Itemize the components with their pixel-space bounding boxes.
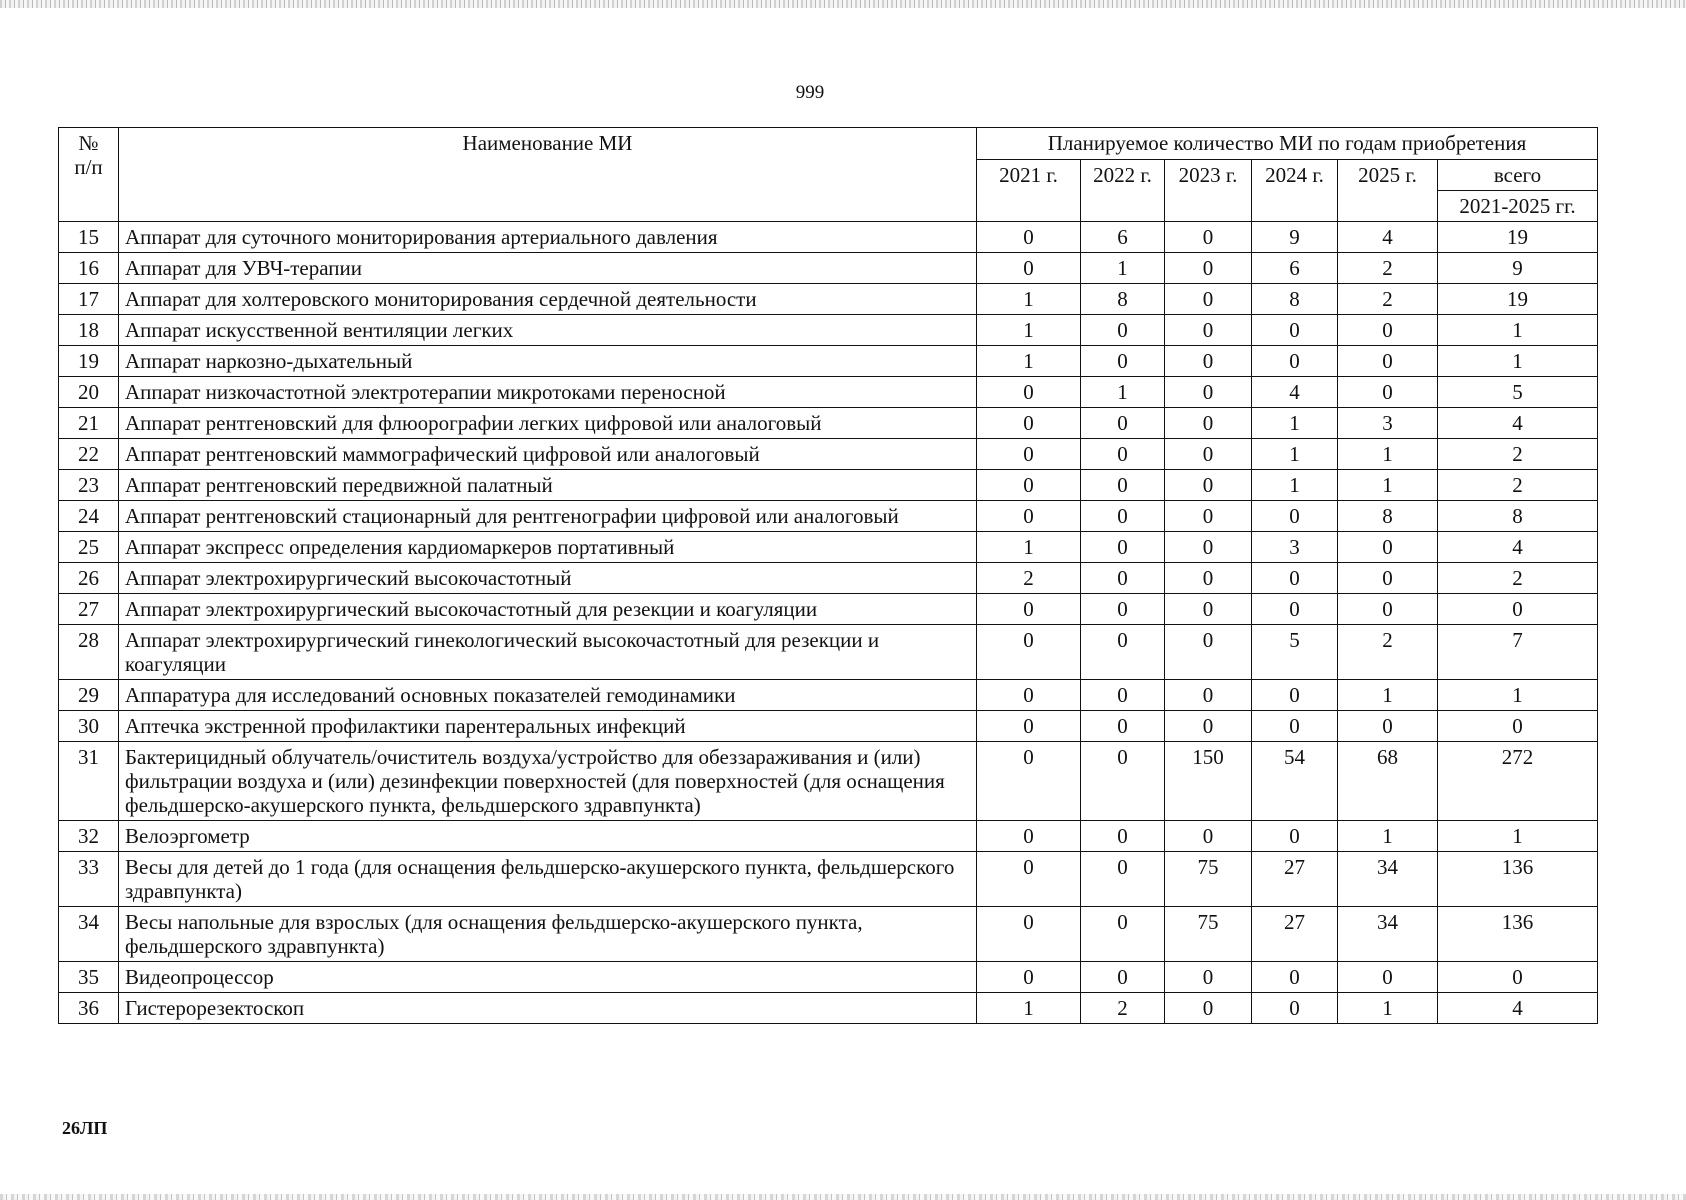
header-group: Планируемое количество МИ по годам приобретения [977,128,1598,160]
value-2021: 0 [977,680,1081,711]
value-2021: 0 [977,742,1081,821]
value-2025: 0 [1338,962,1438,993]
row-name: Аппарат электрохирургический высокочастотный [119,563,977,594]
value-2021: 0 [977,907,1081,962]
value-2024: 0 [1252,993,1338,1024]
row-name: Аппарат электрохирургический гинекологический высокочастотный для резекции и коагуляции [119,625,977,680]
row-number: 27 [59,594,119,625]
table-row [59,470,1598,501]
value-2025: 2 [1338,625,1438,680]
table-row [59,594,1598,625]
value-2024: 1 [1252,470,1338,501]
value-2024: 0 [1252,962,1338,993]
row-number: 18 [59,315,119,346]
value-2022: 0 [1081,346,1165,377]
header-total-line2: 2021-2025 гг. [1438,191,1598,222]
value-2022: 0 [1081,680,1165,711]
value-2021: 0 [977,222,1081,253]
value-2024: 0 [1252,821,1338,852]
value-2025: 3 [1338,408,1438,439]
page-number: 999 [795,82,825,103]
row-name: Аптечка экстренной профилактики парентеральных инфекций [119,711,977,742]
value-2021: 0 [977,501,1081,532]
value-2025: 34 [1338,907,1438,962]
value-2025: 0 [1338,346,1438,377]
value-total: 136 [1438,852,1598,907]
value-2023: 0 [1165,284,1252,315]
value-2024: 8 [1252,284,1338,315]
value-2021: 0 [977,377,1081,408]
table-row [59,563,1598,594]
value-2023: 0 [1165,563,1252,594]
value-total: 4 [1438,408,1598,439]
value-2024: 5 [1252,625,1338,680]
value-2023: 0 [1165,594,1252,625]
value-2023: 150 [1165,742,1252,821]
row-number: 33 [59,852,119,907]
value-2025: 4 [1338,222,1438,253]
value-2022: 0 [1081,852,1165,907]
value-total: 19 [1438,284,1598,315]
value-total: 1 [1438,346,1598,377]
value-2023: 0 [1165,315,1252,346]
value-2024: 0 [1252,680,1338,711]
value-2023: 0 [1165,501,1252,532]
table-row [59,346,1598,377]
table-row [59,962,1598,993]
scan-edge-bottom [0,1194,1686,1200]
value-2025: 0 [1338,315,1438,346]
value-2024: 0 [1252,563,1338,594]
value-total: 4 [1438,993,1598,1024]
value-2025: 1 [1338,821,1438,852]
value-2022: 0 [1081,625,1165,680]
value-total: 136 [1438,907,1598,962]
table-row [59,907,1598,962]
scan-edge-top [0,0,1686,8]
row-name: Аппаратура для исследований основных показателей гемодинамики [119,680,977,711]
row-name: Бактерицидный облучатель/очиститель воздуха/устройство для обеззараживания и (или) фильтрации воздуха и (или) дезинфекции поверхностей (для поверхностей (для оснащения фельдшерско-акушерского пункта, фельдшерского здравпункта) [119,742,977,821]
row-number: 16 [59,253,119,284]
value-2021: 1 [977,284,1081,315]
value-2021: 0 [977,439,1081,470]
table-row [59,315,1598,346]
table-row [59,222,1598,253]
value-2022: 0 [1081,501,1165,532]
value-2022: 0 [1081,907,1165,962]
value-total: 4 [1438,532,1598,563]
table-row [59,377,1598,408]
value-2021: 1 [977,532,1081,563]
row-name: Аппарат для УВЧ-терапии [119,253,977,284]
row-number: 19 [59,346,119,377]
row-number: 31 [59,742,119,821]
value-2022: 0 [1081,439,1165,470]
value-total: 0 [1438,594,1598,625]
value-2021: 1 [977,346,1081,377]
value-2022: 2 [1081,993,1165,1024]
value-2025: 1 [1338,680,1438,711]
value-2021: 0 [977,594,1081,625]
value-2023: 75 [1165,907,1252,962]
header-name: Наименование МИ [119,128,977,222]
value-2024: 1 [1252,408,1338,439]
value-2023: 0 [1165,625,1252,680]
row-number: 22 [59,439,119,470]
value-total: 1 [1438,821,1598,852]
value-total: 2 [1438,470,1598,501]
table-row [59,284,1598,315]
value-2023: 0 [1165,711,1252,742]
value-2023: 0 [1165,377,1252,408]
row-number: 23 [59,470,119,501]
row-number: 26 [59,563,119,594]
header-year-2022: 2022 г. [1081,160,1165,222]
row-number: 34 [59,907,119,962]
value-2025: 0 [1338,711,1438,742]
value-2023: 0 [1165,962,1252,993]
value-2022: 0 [1081,315,1165,346]
value-2021: 0 [977,852,1081,907]
table-body [59,222,1598,1024]
header-number-line2: п/п [74,155,103,179]
footer-code: 26ЛП [62,1118,108,1138]
value-2022: 8 [1081,284,1165,315]
row-number: 21 [59,408,119,439]
value-total: 1 [1438,315,1598,346]
row-number: 15 [59,222,119,253]
table-row [59,742,1598,821]
value-2022: 0 [1081,594,1165,625]
row-number: 20 [59,377,119,408]
value-total: 19 [1438,222,1598,253]
value-2022: 6 [1081,222,1165,253]
value-2025: 0 [1338,594,1438,625]
header-number-line1: № [78,131,99,155]
value-2021: 0 [977,962,1081,993]
value-2025: 2 [1338,284,1438,315]
value-2025: 1 [1338,470,1438,501]
value-2022: 1 [1081,253,1165,284]
value-2023: 0 [1165,439,1252,470]
value-2023: 0 [1165,680,1252,711]
table-row [59,253,1598,284]
value-total: 5 [1438,377,1598,408]
value-2025: 1 [1338,993,1438,1024]
table-row [59,501,1598,532]
row-name: Аппарат наркозно-дыхательный [119,346,977,377]
value-2021: 0 [977,253,1081,284]
row-name: Аппарат электрохирургический высокочастотный для резекции и коагуляции [119,594,977,625]
value-2024: 27 [1252,907,1338,962]
value-2024: 4 [1252,377,1338,408]
value-total: 0 [1438,711,1598,742]
table-row [59,821,1598,852]
table-row [59,439,1598,470]
value-2021: 1 [977,993,1081,1024]
value-2024: 0 [1252,711,1338,742]
value-2021: 0 [977,470,1081,501]
value-2022: 1 [1081,377,1165,408]
row-name: Велоэргометр [119,821,977,852]
value-2022: 0 [1081,821,1165,852]
header-year-2023: 2023 г. [1165,160,1252,222]
value-2024: 27 [1252,852,1338,907]
row-name: Аппарат для суточного мониторирования артериального давления [119,222,977,253]
equipment-table [58,127,1598,1024]
table-row [59,680,1598,711]
row-name: Аппарат рентгеновский стационарный для рентгенографии цифровой или аналоговый [119,501,977,532]
value-total: 1 [1438,680,1598,711]
header-number [59,128,119,222]
row-number: 25 [59,532,119,563]
value-2021: 1 [977,315,1081,346]
value-2023: 75 [1165,852,1252,907]
row-number: 35 [59,962,119,993]
value-2022: 0 [1081,532,1165,563]
table-row [59,711,1598,742]
value-total: 2 [1438,563,1598,594]
row-name: Аппарат рентгеновский передвижной палатный [119,470,977,501]
row-number: 24 [59,501,119,532]
row-name: Видеопроцессор [119,962,977,993]
value-2023: 0 [1165,993,1252,1024]
value-2023: 0 [1165,253,1252,284]
row-name: Аппарат рентгеновский маммографический цифровой или аналоговый [119,439,977,470]
row-number: 29 [59,680,119,711]
row-number: 28 [59,625,119,680]
value-2023: 0 [1165,532,1252,563]
value-2024: 3 [1252,532,1338,563]
value-total: 8 [1438,501,1598,532]
value-2021: 0 [977,821,1081,852]
header-year-2025: 2025 г. [1338,160,1438,222]
value-2021: 0 [977,711,1081,742]
value-2024: 0 [1252,315,1338,346]
value-2022: 0 [1081,962,1165,993]
value-2022: 0 [1081,711,1165,742]
value-total: 2 [1438,439,1598,470]
value-total: 7 [1438,625,1598,680]
value-2024: 0 [1252,501,1338,532]
table-row [59,852,1598,907]
table-row [59,408,1598,439]
value-2024: 1 [1252,439,1338,470]
value-total: 272 [1438,742,1598,821]
value-2023: 0 [1165,470,1252,501]
row-number: 30 [59,711,119,742]
value-2021: 0 [977,408,1081,439]
row-number: 32 [59,821,119,852]
value-2022: 0 [1081,470,1165,501]
table-row [59,532,1598,563]
header-total-line1: всего [1438,160,1598,191]
value-2025: 2 [1338,253,1438,284]
row-number: 17 [59,284,119,315]
value-2023: 0 [1165,821,1252,852]
value-total: 9 [1438,253,1598,284]
value-2024: 54 [1252,742,1338,821]
row-name: Весы напольные для взрослых (для оснащения фельдшерско-акушерского пункта, фельдшерского здравпункта) [119,907,977,962]
value-2025: 68 [1338,742,1438,821]
value-2022: 0 [1081,563,1165,594]
value-2023: 0 [1165,346,1252,377]
value-total: 0 [1438,962,1598,993]
value-2024: 6 [1252,253,1338,284]
row-number: 36 [59,993,119,1024]
value-2023: 0 [1165,222,1252,253]
table-header [59,128,1598,222]
row-name: Аппарат искусственной вентиляции легких [119,315,977,346]
value-2025: 34 [1338,852,1438,907]
value-2024: 0 [1252,594,1338,625]
value-2022: 0 [1081,742,1165,821]
value-2024: 9 [1252,222,1338,253]
row-name: Аппарат низкочастотной электротерапии микротоками переносной [119,377,977,408]
row-name: Аппарат рентгеновский для флюорографии легких цифровой или аналоговый [119,408,977,439]
header-year-2021: 2021 г. [977,160,1081,222]
value-2024: 0 [1252,346,1338,377]
value-2023: 0 [1165,408,1252,439]
value-2021: 2 [977,563,1081,594]
row-name: Весы для детей до 1 года (для оснащения фельдшерско-акушерского пункта, фельдшерского здравпункта) [119,852,977,907]
header-year-2024: 2024 г. [1252,160,1338,222]
value-2022: 0 [1081,408,1165,439]
row-name: Аппарат для холтеровского мониторирования сердечной деятельности [119,284,977,315]
value-2021: 0 [977,625,1081,680]
row-name: Аппарат экспресс определения кардиомаркеров портативный [119,532,977,563]
value-2025: 0 [1338,532,1438,563]
value-2025: 0 [1338,377,1438,408]
row-name: Гистерорезектоскоп [119,993,977,1024]
value-2025: 0 [1338,563,1438,594]
table-row [59,625,1598,680]
value-2025: 1 [1338,439,1438,470]
table-row [59,993,1598,1024]
value-2025: 8 [1338,501,1438,532]
